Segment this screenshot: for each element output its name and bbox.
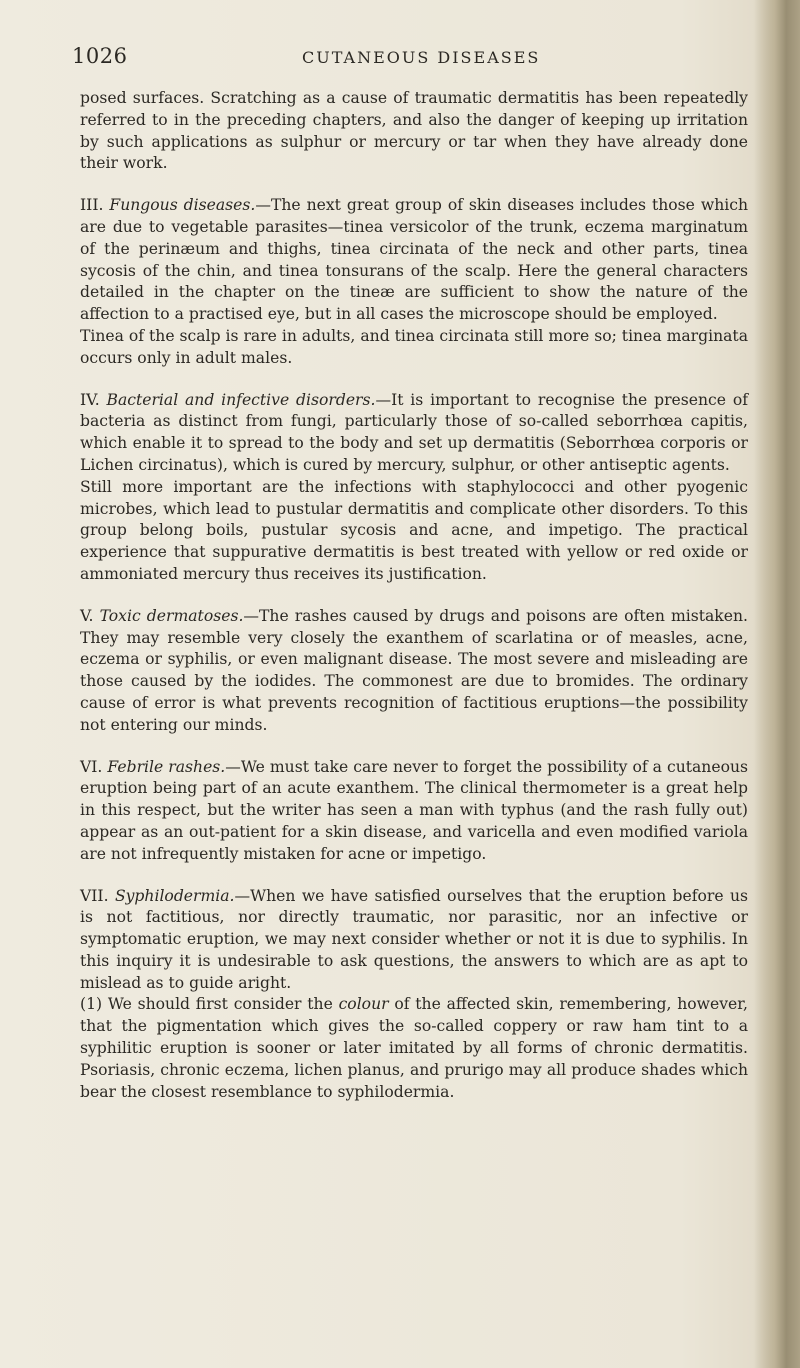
section-number: IV. [80,390,100,409]
paragraph-text: —It is important to recognise the presence of bacteria as distinct from fungi, particularly those of so-called seborrhœa capitis, which enable it to spread to the body and set up dermatitis (Seborrhœa corporis or Lichen circinatus), which is cured by mercury, sulphur, or other antiseptic agents. [80,390,748,474]
paragraph-lead: (1) We should first consider the [80,995,333,1014]
body-text [80,88,748,1103]
paragraph-text: Tinea of the scalp is rare in adults, and tinea circinata still more so; tinea marginata occurs only in adult males. [80,326,748,367]
page-edge-shadow [754,0,800,1368]
emphasized-term: colour [338,995,389,1014]
paragraph-text: posed surfaces. Scratching as a cause of traumatic dermatitis has been repeatedly referred to in the preceding chapters, and also the danger of keeping up irritation by such applications as sulphur or mercury or tar when they have already done their work. [80,89,748,173]
section-heading: Toxic dermatoses. [99,606,244,625]
paragraph [80,88,748,175]
paragraph [80,757,748,866]
running-head: CUTANEOUS DISEASES [302,48,541,67]
paragraph-text: —When we have satisfied ourselves that the eruption before us is not factitious, nor directly traumatic, nor parasitic, nor an infective or symptomatic eruption, we may next consider whether or not it is due to syphilis. In this inquiry it is undesirable to ask questions, the answers to which are as apt to mislead as to guide aright. [80,886,748,992]
paragraph [80,195,748,326]
paragraph [80,477,748,586]
paragraph [80,606,748,737]
paragraph [80,326,748,370]
paragraph [80,390,748,477]
section-number: III. [80,196,104,215]
paragraph-text: Still more important are the infections with staphylococci and other pyogenic microbes, which lead to pustular dermatitis and complicate other disorders. To this group belong boils, pustular sycosis and acne, and impetigo. The practical experience that suppurative dermatitis is best treated with yellow or red oxide or ammoniated mercury thus receives its justification. [80,477,748,583]
section-heading: Bacterial and infective disorders. [106,390,376,409]
section-number: V. [80,606,94,625]
section-number: VI. [80,757,103,776]
paragraph-text: —We must take care never to forget the possibility of a cutaneous eruption being part of an acute exanthem. The clinical thermometer is a great help in this respect, but the writer has seen a man with typhus (and the rash fully out) appear as an out-patient for a skin disease, and varicella and even modified variola are not infrequently mistaken for acne or impetigo. [80,757,748,863]
page-number: 1026 [72,44,128,68]
section-heading: Fungous diseases. [109,196,256,215]
paragraph-text: of the affected skin, remembering, however, that the pigmentation which gives the so-called coppery or raw ham tint to a syphilitic eruption is sooner or later imitated by all forms of chronic dermatitis. Psoriasis, chronic eczema, lichen planus, and prurigo may all produce shades which bear the closest resemblance to syphilodermia. [80,995,748,1101]
section-heading: Febrile rashes. [107,757,226,776]
paragraph [80,886,748,995]
section-heading: Syphilodermia. [114,886,235,905]
paragraph [80,994,748,1103]
page-header [72,44,732,74]
section-number: VII. [80,886,109,905]
paragraph-text: —The rashes caused by drugs and poisons are often mistaken. They may resemble very closely the exanthem of scarlatina or of measles, acne, eczema or syphilis, or even malignant disease. The most severe and misleading are those caused by the iodides. The commonest are due to bromides. The ordinary cause of error is what prevents recognition of factitious eruptions—the possibility not entering our minds. [80,606,748,734]
paragraph-text: —The next great group of skin diseases includes those which are due to vegetable parasites—tinea versicolor of the trunk, eczema marginatum of the perinæum and thighs, tinea circinata of the neck and other parts, tinea sycosis of the chin, and tinea tonsurans of the scalp. Here the general characters detailed in the chapter on the tineæ are sufficient to show the nature of the affection to a practised eye, but in all cases the microscope should be employed. [80,196,749,324]
